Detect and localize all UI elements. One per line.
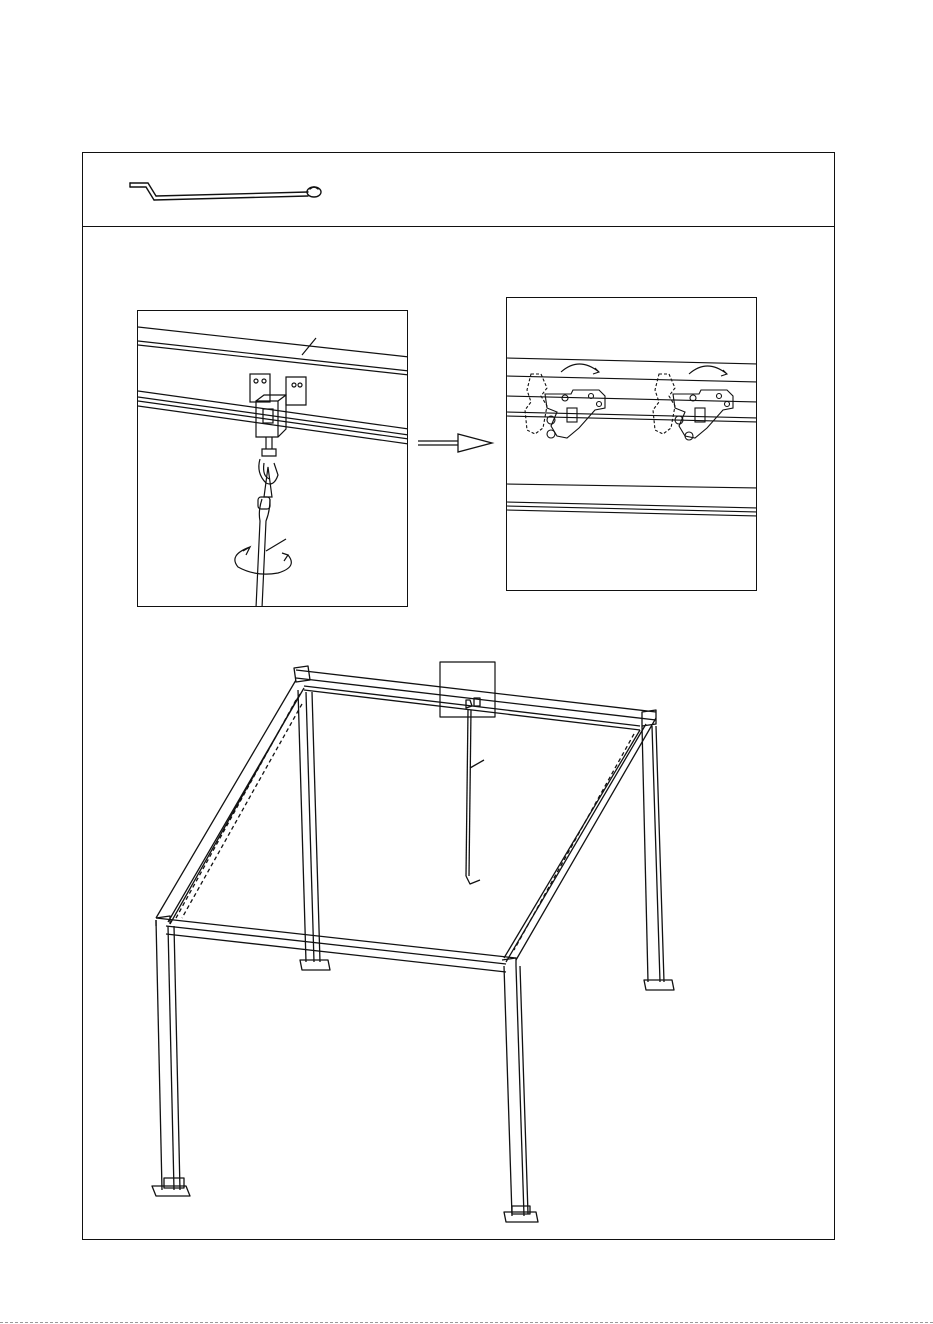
page-edge xyxy=(0,1322,933,1323)
